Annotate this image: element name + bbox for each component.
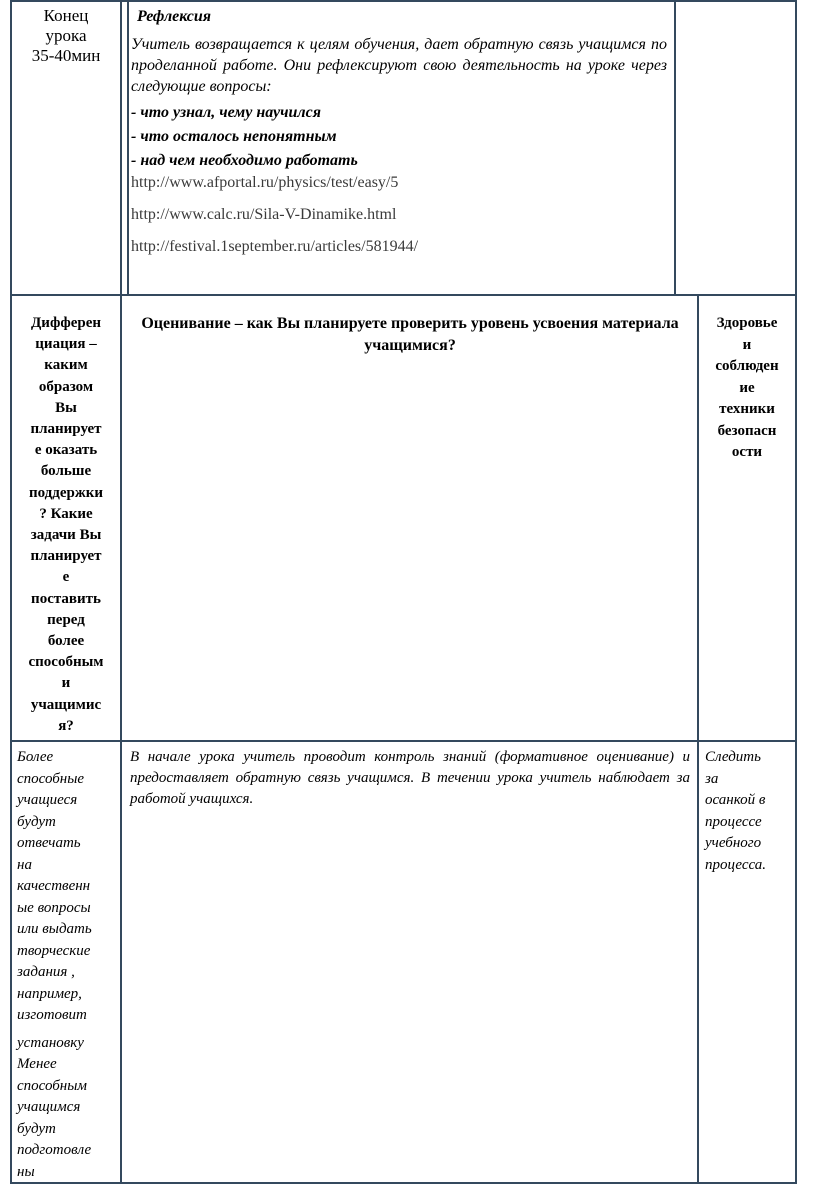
assessment-content: В начале урока учитель проводит контроль знаний (формативное оценивание) и предоставляет обратную связь учащимся. В течении урока учитель наблюдает за работой учащихся.: [130, 749, 690, 807]
content-line: ны: [17, 1163, 35, 1180]
header-line: планирует: [30, 548, 102, 565]
header-line: поддержки: [28, 484, 104, 501]
content-line: за: [705, 770, 719, 787]
header-line: каким: [44, 357, 88, 374]
header-line: и: [742, 336, 752, 353]
content-line: способным: [17, 1077, 87, 1094]
content-line: Менее: [17, 1056, 57, 1072]
header-line: Здоровье: [716, 315, 778, 331]
table-border-right: [795, 0, 797, 1184]
content-line: отвечать: [17, 835, 81, 851]
content-line: на: [17, 856, 32, 873]
content-line: учащимся: [17, 1099, 81, 1115]
reflection-intro: Учитель возвращается к целям обучения, дает обратную связь учащимся по проделанной работе. Они рефлексируют свою деятельность на уроке через следующие вопросы:: [131, 36, 667, 95]
reflection-title: Рефлексия: [137, 8, 212, 25]
header-line: более: [47, 633, 85, 650]
differentiation-header: [14, 313, 118, 737]
header-line: е: [62, 569, 70, 586]
reflection-question: - что осталось непонятным: [131, 128, 337, 145]
header-line: соблюден: [715, 358, 779, 374]
content-line: или выдать: [17, 921, 92, 937]
header-line: Дифферен: [30, 315, 102, 331]
content-line: задания ,: [17, 964, 75, 980]
content-line: например,: [17, 985, 82, 1002]
content-line: осанкой в: [705, 792, 766, 808]
content-line: Следить: [705, 749, 761, 765]
stage-line: 35-40мин: [31, 46, 101, 65]
content-line: изготовит: [17, 1007, 87, 1023]
header-line: я?: [58, 717, 74, 734]
differentiation-content: [17, 747, 119, 1183]
content-line: будут: [17, 1120, 56, 1137]
header-line: больше: [40, 463, 92, 480]
header-line: Вы: [55, 399, 77, 416]
content-line: установку: [17, 1034, 84, 1051]
content-line: творческие: [17, 942, 91, 959]
header-line: задачи Вы: [30, 527, 102, 544]
content-line: процессе: [705, 813, 762, 830]
reflection-question: - что узнал, чему научился: [131, 104, 321, 121]
content-line: качественн: [17, 878, 91, 894]
stage-line: Конец: [43, 6, 89, 25]
reflection-cell: [131, 6, 667, 257]
resource-link[interactable]: http://www.calc.ru/Sila-V-Dinamike.html: [131, 206, 397, 223]
content-line: ые вопросы: [17, 899, 91, 916]
content-line: Более: [17, 749, 54, 765]
safety-content: [705, 747, 793, 876]
table-divider-inner-col1: [127, 0, 129, 296]
content-line: будут: [17, 813, 56, 830]
table-divider-row1-col3: [674, 0, 676, 296]
table-divider-col1: [120, 0, 122, 1184]
header-line: техники: [719, 401, 775, 417]
header-line: образом: [38, 378, 94, 395]
header-line: способным: [28, 654, 104, 671]
header-line: поставить: [31, 590, 101, 607]
content-line: подготовле: [17, 1142, 92, 1158]
resource-link[interactable]: http://festival.1september.ru/articles/581944/: [131, 238, 419, 255]
header-line: ости: [731, 444, 763, 460]
header-line: безопасн: [717, 422, 777, 439]
reflection-question: - над чем необходимо работать: [131, 152, 358, 169]
table-border-left: [10, 0, 12, 1184]
header-line: ? Какие: [39, 505, 93, 522]
header-line: циация –: [35, 336, 97, 353]
header-line: и: [61, 675, 71, 692]
assessment-header: Оценивание – как Вы планируете проверить уровень усвоения материала учащимися?: [141, 315, 679, 354]
header-line: ие: [739, 379, 755, 396]
table-border-row2-bottom: [10, 740, 797, 742]
content-line: процесса.: [705, 856, 767, 873]
safety-header: [701, 313, 793, 464]
content-line: способные: [17, 770, 85, 787]
content-line: учебного: [705, 835, 762, 851]
resource-link[interactable]: http://www.afportal.ru/physics/test/easy/5: [131, 174, 399, 191]
stage-line: урока: [45, 26, 87, 45]
header-line: учащимис: [30, 696, 102, 713]
header-line: перед: [47, 611, 85, 628]
header-line: е оказать: [34, 442, 98, 459]
content-line: учащиеся: [17, 792, 78, 808]
stage-cell: [14, 6, 118, 66]
table-divider-col3: [697, 296, 699, 1184]
header-line: планирует: [30, 421, 102, 438]
